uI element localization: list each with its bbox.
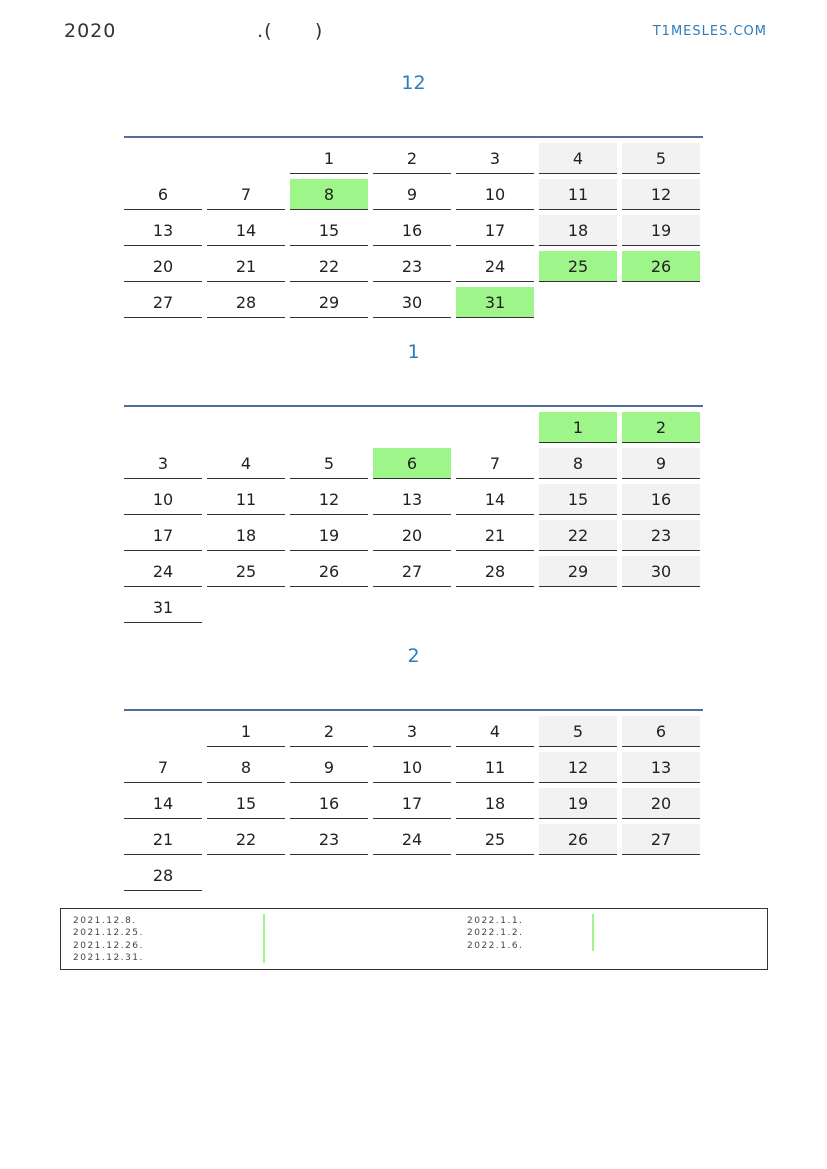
month-january bbox=[124, 341, 703, 623]
day-cell: 21 bbox=[456, 520, 534, 551]
empty-day-cell bbox=[456, 412, 534, 443]
week-row bbox=[124, 515, 703, 551]
day-cell: 3 bbox=[124, 448, 202, 479]
month-title: 2 bbox=[407, 645, 420, 667]
day-cell: 13 bbox=[622, 752, 700, 783]
empty-day-cell bbox=[373, 592, 451, 623]
week-row bbox=[124, 711, 703, 747]
day-cell: 6 bbox=[622, 716, 700, 747]
day-cell: 19 bbox=[622, 215, 700, 246]
day-cell: 21 bbox=[124, 824, 202, 855]
day-cell: 6 bbox=[124, 179, 202, 210]
day-cell: 17 bbox=[124, 520, 202, 551]
empty-day-cell bbox=[207, 592, 285, 623]
day-cell: 13 bbox=[373, 484, 451, 515]
month-grid bbox=[124, 405, 703, 623]
empty-day-cell bbox=[373, 412, 451, 443]
day-cell: 16 bbox=[373, 215, 451, 246]
day-cell: 16 bbox=[290, 788, 368, 819]
day-cell: 23 bbox=[290, 824, 368, 855]
legend-holiday-marker bbox=[592, 914, 594, 951]
day-cell: 5 bbox=[539, 716, 617, 747]
day-cell: 10 bbox=[124, 484, 202, 515]
day-cell: 13 bbox=[124, 215, 202, 246]
day-cell: 20 bbox=[622, 788, 700, 819]
month-title: 12 bbox=[401, 72, 426, 94]
day-cell: 30 bbox=[373, 287, 451, 318]
day-cell: 29 bbox=[290, 287, 368, 318]
day-cell: 10 bbox=[373, 752, 451, 783]
week-row bbox=[124, 407, 703, 443]
empty-day-cell bbox=[290, 592, 368, 623]
empty-day-cell bbox=[622, 592, 700, 623]
month-grid bbox=[124, 136, 703, 318]
day-cell: 26 bbox=[539, 824, 617, 855]
day-cell: 11 bbox=[539, 179, 617, 210]
day-cell: 12 bbox=[622, 179, 700, 210]
week-row bbox=[124, 855, 703, 891]
day-cell: 19 bbox=[539, 788, 617, 819]
day-cell: 9 bbox=[373, 179, 451, 210]
day-cell: 24 bbox=[373, 824, 451, 855]
empty-day-cell bbox=[539, 592, 617, 623]
week-row bbox=[124, 747, 703, 783]
legend-holiday-marker bbox=[263, 914, 265, 963]
day-cell: 14 bbox=[207, 215, 285, 246]
empty-day-cell bbox=[290, 860, 368, 891]
day-cell: 7 bbox=[124, 752, 202, 783]
empty-day-cell bbox=[124, 412, 202, 443]
holiday-legend bbox=[60, 908, 768, 970]
day-cell: 5 bbox=[290, 448, 368, 479]
week-row bbox=[124, 783, 703, 819]
empty-day-cell bbox=[622, 287, 700, 318]
day-cell: 11 bbox=[207, 484, 285, 515]
legend-date: 2022.1.1. bbox=[467, 916, 524, 926]
legend-date: 2021.12.8. bbox=[73, 916, 137, 926]
day-cell: 27 bbox=[373, 556, 451, 587]
holiday-day-cell: 2 bbox=[622, 412, 700, 443]
day-cell: 8 bbox=[207, 752, 285, 783]
day-cell: 18 bbox=[539, 215, 617, 246]
day-cell: 7 bbox=[207, 179, 285, 210]
legend-col-2 bbox=[467, 915, 523, 952]
empty-day-cell bbox=[539, 287, 617, 318]
empty-day-cell bbox=[456, 860, 534, 891]
day-cell: 23 bbox=[373, 251, 451, 282]
week-row bbox=[124, 443, 703, 479]
day-cell: 21 bbox=[207, 251, 285, 282]
month-february bbox=[124, 645, 703, 891]
day-cell: 1 bbox=[207, 716, 285, 747]
month-grid bbox=[124, 709, 703, 891]
month-december bbox=[124, 72, 703, 318]
day-cell: 11 bbox=[456, 752, 534, 783]
empty-day-cell bbox=[373, 860, 451, 891]
day-cell: 26 bbox=[290, 556, 368, 587]
week-row bbox=[124, 282, 703, 318]
day-cell: 9 bbox=[290, 752, 368, 783]
week-row bbox=[124, 819, 703, 855]
holiday-day-cell: 6 bbox=[373, 448, 451, 479]
day-cell: 17 bbox=[373, 788, 451, 819]
week-row bbox=[124, 210, 703, 246]
day-cell: 15 bbox=[207, 788, 285, 819]
day-cell: 24 bbox=[456, 251, 534, 282]
empty-day-cell bbox=[622, 860, 700, 891]
legend-date: 2021.12.31. bbox=[73, 952, 144, 963]
legend-date: 2021.12.25. bbox=[73, 928, 144, 939]
day-cell: 31 bbox=[124, 592, 202, 623]
day-cell: 30 bbox=[622, 556, 700, 587]
holiday-day-cell: 8 bbox=[290, 179, 368, 210]
legend-date: 2022.1.2. bbox=[467, 928, 524, 939]
day-cell: 25 bbox=[207, 556, 285, 587]
holiday-day-cell: 31 bbox=[456, 287, 534, 318]
day-cell: 18 bbox=[207, 520, 285, 551]
week-row bbox=[124, 174, 703, 210]
empty-day-cell bbox=[124, 143, 202, 174]
day-cell: 20 bbox=[124, 251, 202, 282]
day-cell: 7 bbox=[456, 448, 534, 479]
empty-day-cell bbox=[124, 716, 202, 747]
empty-day-cell bbox=[207, 412, 285, 443]
day-cell: 24 bbox=[124, 556, 202, 587]
day-cell: 20 bbox=[373, 520, 451, 551]
day-cell: 28 bbox=[207, 287, 285, 318]
day-cell: 12 bbox=[539, 752, 617, 783]
day-cell: 2 bbox=[373, 143, 451, 174]
holiday-day-cell: 25 bbox=[539, 251, 617, 282]
day-cell: 14 bbox=[124, 788, 202, 819]
day-cell: 25 bbox=[456, 824, 534, 855]
week-row bbox=[124, 587, 703, 623]
day-cell: 29 bbox=[539, 556, 617, 587]
day-cell: 4 bbox=[456, 716, 534, 747]
week-row bbox=[124, 246, 703, 282]
day-cell: 28 bbox=[456, 556, 534, 587]
day-cell: 22 bbox=[207, 824, 285, 855]
day-cell: 18 bbox=[456, 788, 534, 819]
day-cell: 12 bbox=[290, 484, 368, 515]
day-cell: 1 bbox=[290, 143, 368, 174]
day-cell: 27 bbox=[124, 287, 202, 318]
month-title: 1 bbox=[407, 341, 420, 363]
day-cell: 28 bbox=[124, 860, 202, 891]
day-cell: 27 bbox=[622, 824, 700, 855]
day-cell: 5 bbox=[622, 143, 700, 174]
empty-day-cell bbox=[456, 592, 534, 623]
header-title: 2020 .( ) bbox=[64, 20, 324, 42]
day-cell: 10 bbox=[456, 179, 534, 210]
week-row bbox=[124, 138, 703, 174]
week-row bbox=[124, 479, 703, 515]
day-cell: 23 bbox=[622, 520, 700, 551]
holiday-day-cell: 1 bbox=[539, 412, 617, 443]
empty-day-cell bbox=[290, 412, 368, 443]
day-cell: 9 bbox=[622, 448, 700, 479]
day-cell: 8 bbox=[539, 448, 617, 479]
day-cell: 19 bbox=[290, 520, 368, 551]
day-cell: 17 bbox=[456, 215, 534, 246]
day-cell: 22 bbox=[539, 520, 617, 551]
empty-day-cell bbox=[539, 860, 617, 891]
site-link[interactable]: T1MESLES.COM bbox=[652, 24, 767, 39]
day-cell: 4 bbox=[539, 143, 617, 174]
week-row bbox=[124, 551, 703, 587]
empty-day-cell bbox=[207, 860, 285, 891]
holiday-day-cell: 26 bbox=[622, 251, 700, 282]
day-cell: 16 bbox=[622, 484, 700, 515]
day-cell: 14 bbox=[456, 484, 534, 515]
day-cell: 15 bbox=[539, 484, 617, 515]
day-cell: 15 bbox=[290, 215, 368, 246]
day-cell: 22 bbox=[290, 251, 368, 282]
legend-date: 2022.1.6. bbox=[467, 940, 524, 951]
day-cell: 3 bbox=[456, 143, 534, 174]
legend-col-1 bbox=[73, 915, 144, 964]
empty-day-cell bbox=[207, 143, 285, 174]
day-cell: 3 bbox=[373, 716, 451, 747]
legend-date: 2021.12.26. bbox=[73, 940, 144, 951]
day-cell: 2 bbox=[290, 716, 368, 747]
day-cell: 4 bbox=[207, 448, 285, 479]
